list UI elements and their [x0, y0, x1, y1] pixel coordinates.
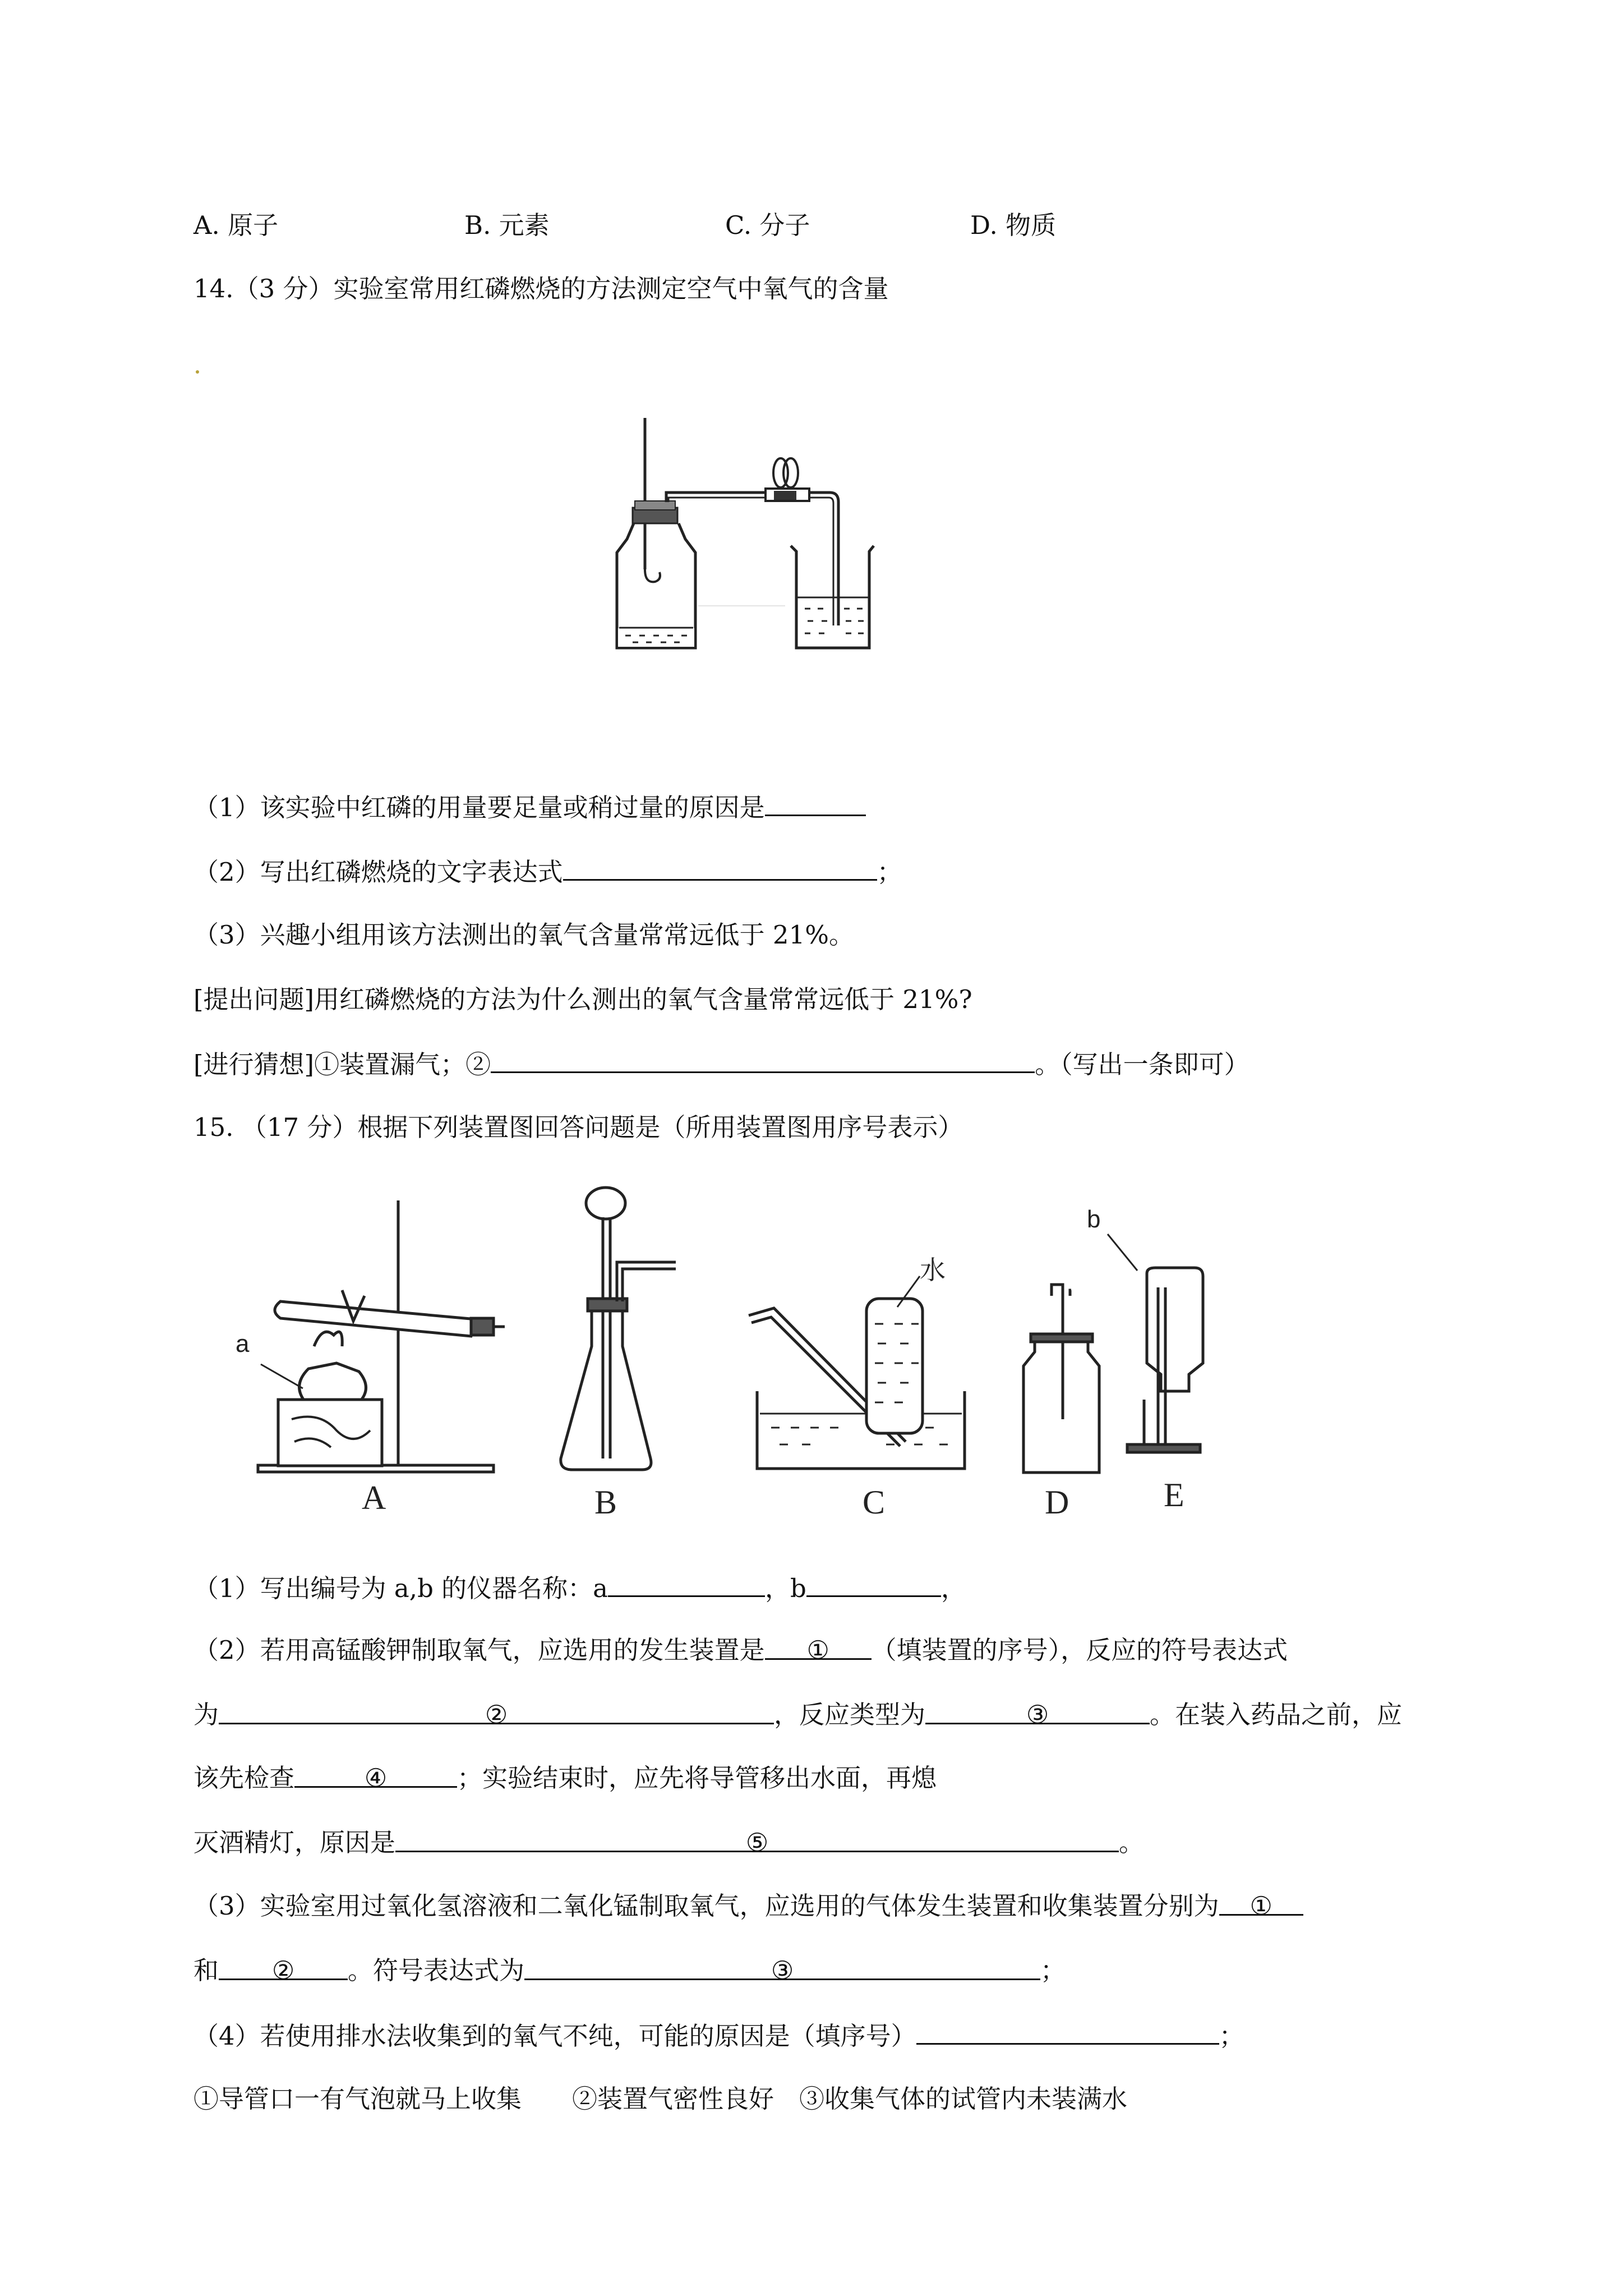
q14-guess: [进行猜想]①装置漏气；② 。（写出一条即可）	[193, 1047, 1249, 1082]
label-B: B	[594, 1484, 617, 1521]
q15-p2-blank-5[interactable]: ⑤	[395, 1826, 1119, 1852]
label-b: b	[1087, 1205, 1101, 1233]
q15-part3-line1: （3）实验室用过氧化氢溶液和二氧化锰制取氧气，应选用的气体发生装置和收集装置分别为 ①	[193, 1889, 1303, 1923]
q15-title: 15. （17 分）根据下列装置图回答问题是（所用装置图用序号表示）	[193, 1112, 963, 1142]
q15-part2-line1: （2）若用高锰酸钾制取氧气，应选用的发生装置是 ① （填装置的序号），反应的符号表达式	[193, 1634, 1288, 1667]
label-C: C	[863, 1484, 886, 1521]
q15-p3-blank-1[interactable]: ①	[1219, 1889, 1303, 1916]
q15-part2-line4: 灭酒精灯，原因是 ⑤ 。	[193, 1826, 1144, 1860]
label-a: a	[236, 1330, 250, 1358]
label-water: 水	[920, 1255, 946, 1285]
q15-p4-blank[interactable]	[916, 2018, 1219, 2045]
q15-part2-line2: 为 ② ，反应类型为 ③ 。在装入药品之前，应	[193, 1698, 1402, 1732]
q14-part3: （3）兴趣小组用该方法测出的氧气含量常常远低于 21%。	[193, 920, 854, 950]
option-c: C. 分子	[725, 210, 810, 240]
q15-p2-blank-1[interactable]: ①	[765, 1634, 872, 1660]
q14-blank-2[interactable]	[563, 854, 877, 881]
q15-p2-blank-3[interactable]: ③	[925, 1698, 1150, 1724]
label-E: E	[1164, 1476, 1184, 1513]
q15-p3-blank-2[interactable]: ②	[219, 1954, 348, 1980]
q15-part4: （4）若使用排水法收集到的氧气不纯，可能的原因是（填序号） ；	[193, 2018, 1244, 2053]
label-A: A	[362, 1479, 386, 1516]
q15-part3-line2: 和 ② 。符号表达式为 ③ ；	[193, 1954, 1066, 1987]
q14-apparatus-figure	[606, 412, 909, 659]
label-D: D	[1045, 1484, 1069, 1521]
q14-blank-3[interactable]	[491, 1047, 1035, 1073]
q15-p2-blank-2[interactable]: ②	[219, 1698, 774, 1724]
q14-question: [提出问题]用红磷燃烧的方法为什么测出的氧气含量常常远低于 21%?	[193, 984, 972, 1014]
apparatus-c	[749, 1276, 965, 1469]
apparatus-b	[561, 1188, 676, 1470]
option-b: B. 元素	[464, 210, 550, 240]
scan-speck	[196, 370, 199, 374]
q15-apparatus-figure	[224, 1178, 1290, 1526]
q15-part1: （1）写出编号为 a,b 的仪器名称：a ，b ，	[193, 1571, 966, 1605]
apparatus-e	[1108, 1234, 1203, 1452]
q15-p2-blank-4[interactable]: ④	[294, 1761, 457, 1788]
q14-part1: （1）该实验中红磷的用量要足量或稍过量的原因是	[193, 790, 866, 825]
q15-part2-line3: 该先检查 ④ ；实验结束时，应先将导管移出水面，再熄	[193, 1761, 937, 1795]
q14-part2: （2）写出红磷燃烧的文字表达式 ；	[193, 854, 902, 889]
apparatus-d	[1023, 1285, 1099, 1473]
q14-blank-1[interactable]	[765, 790, 866, 816]
q15-blank-a[interactable]	[608, 1571, 765, 1597]
q15-p3-blank-3[interactable]: ③	[524, 1954, 1040, 1980]
q15-choices: ①导管口一有气泡就马上收集 ②装置气密性良好 ③收集气体的试管内未装满水	[193, 2084, 1128, 2114]
q15-blank-b[interactable]	[806, 1571, 941, 1597]
q14-title: 14.（3 分）实验室常用红磷燃烧的方法测定空气中氧气的含量	[193, 274, 889, 303]
option-a: A. 原子	[193, 210, 279, 240]
apparatus-a	[258, 1200, 505, 1472]
option-d: D. 物质	[970, 210, 1057, 240]
